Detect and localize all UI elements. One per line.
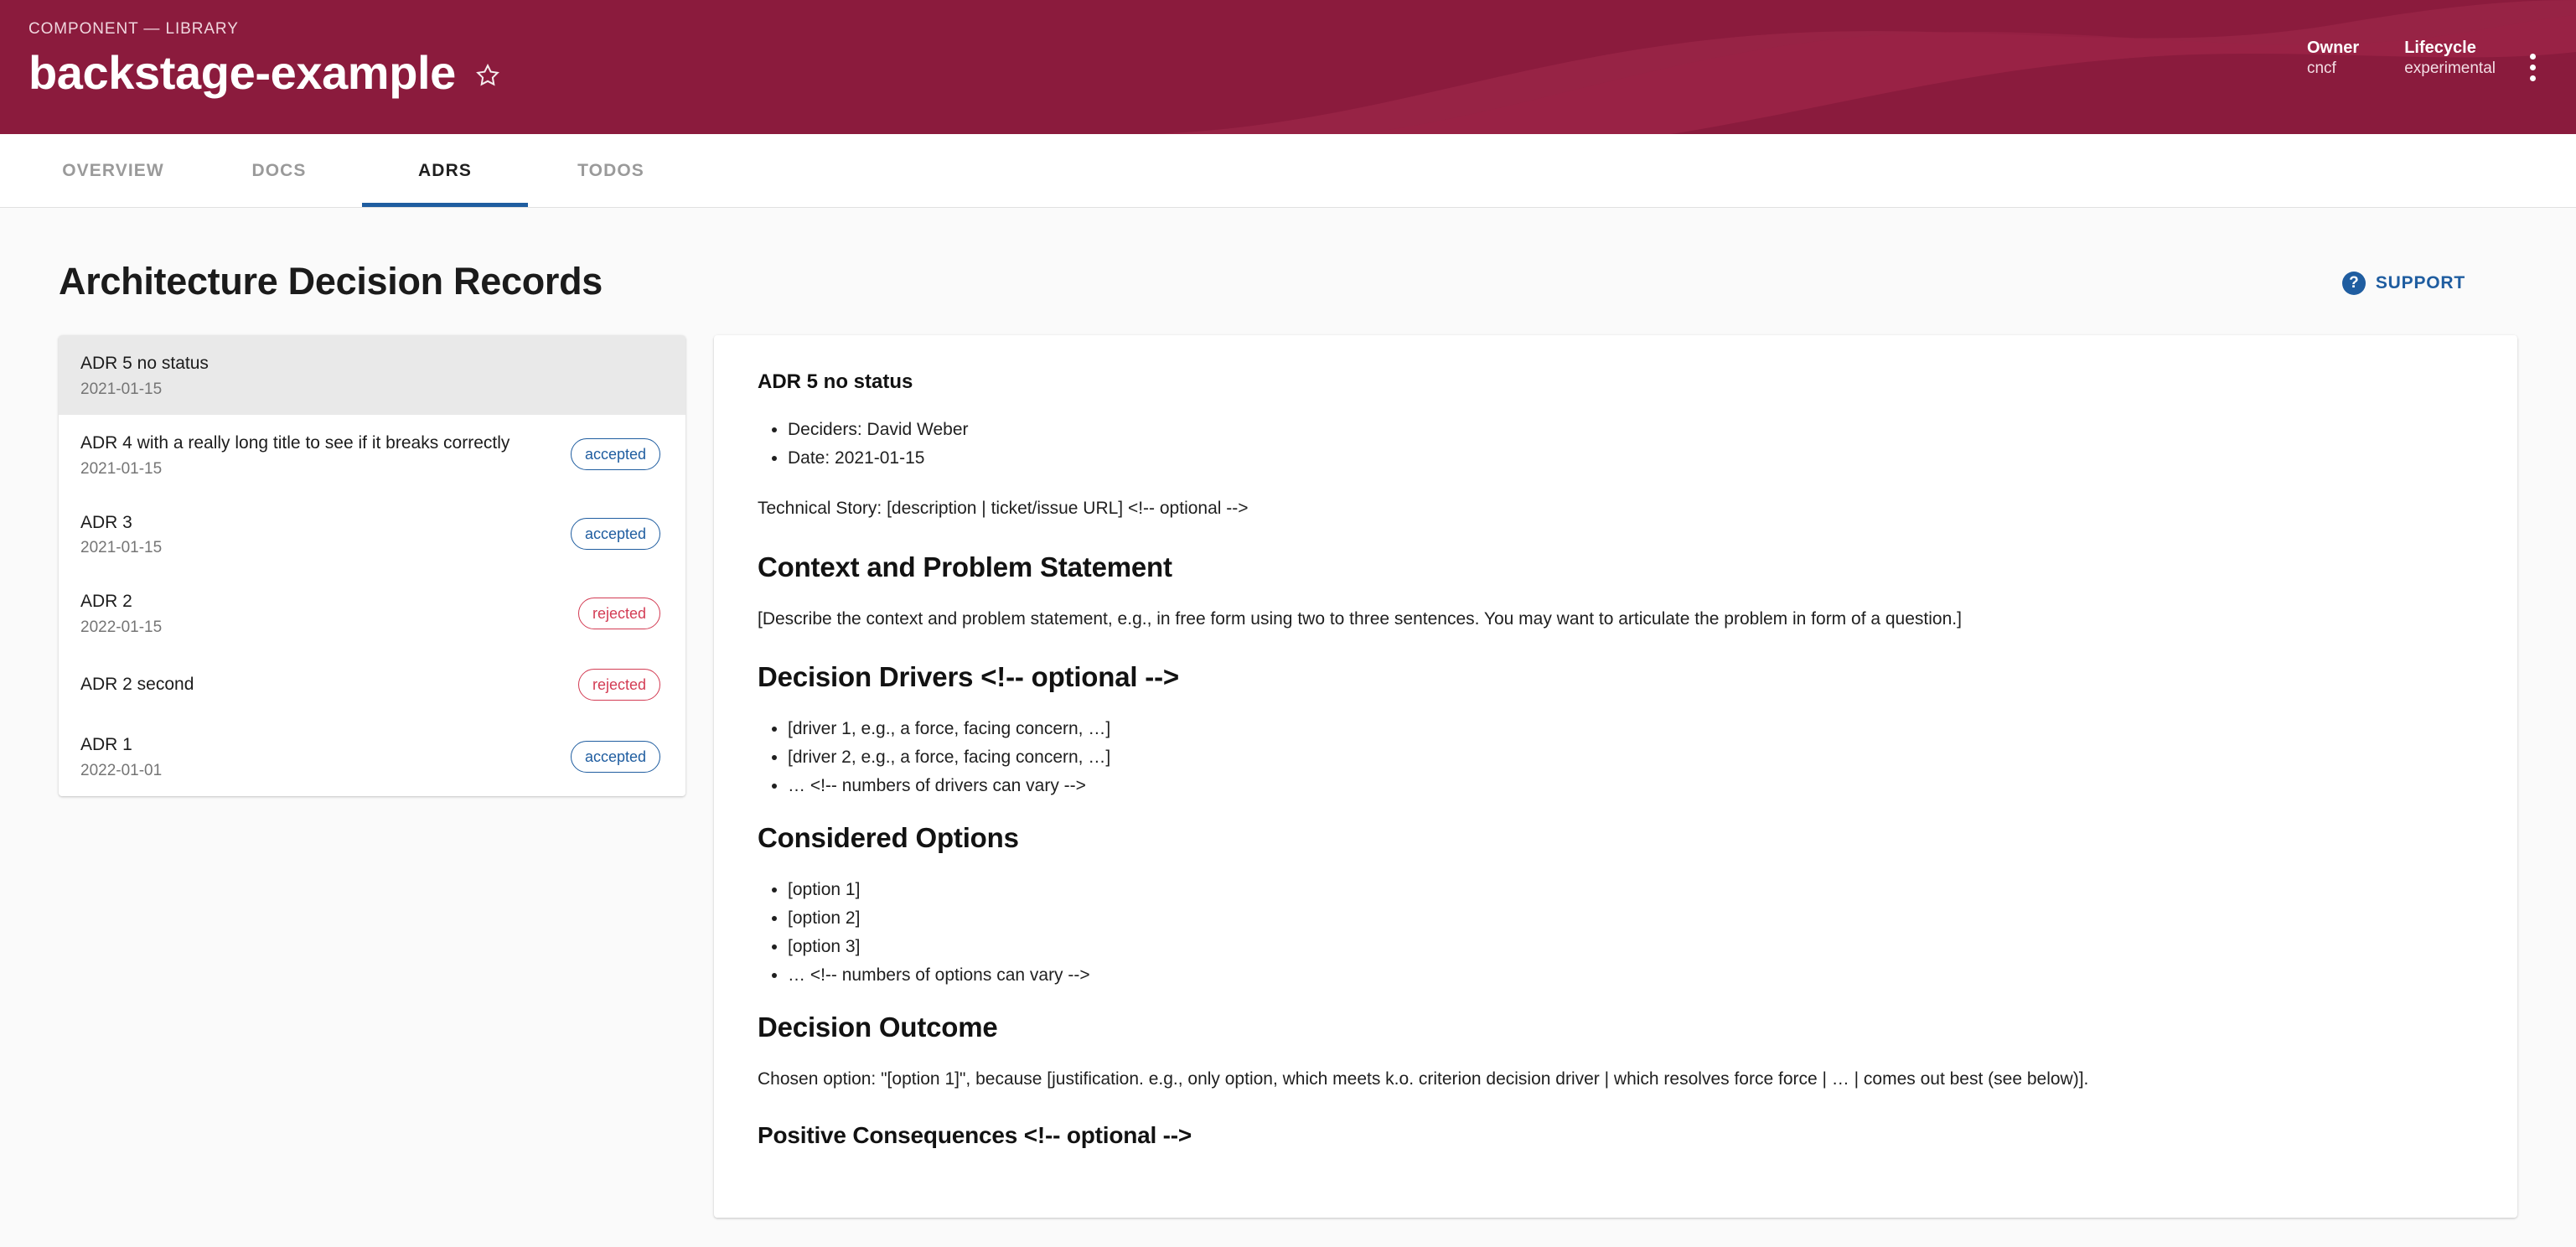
adr-title: ADR 5 no status xyxy=(80,354,209,373)
page-title: backstage-example xyxy=(28,46,456,99)
status-badge: rejected xyxy=(578,598,660,629)
list-item[interactable] xyxy=(59,717,685,796)
section-title: Architecture Decision Records xyxy=(59,260,603,303)
status-badge: rejected xyxy=(578,669,660,701)
adr-title: ADR 4 with a really long title to see if it breaks correctly xyxy=(80,432,510,453)
adr-title: ADR 1 xyxy=(80,735,132,755)
adr-title: ADR 2 second xyxy=(80,675,194,695)
drivers-heading: Decision Drivers <!-- optional --> xyxy=(758,661,1179,693)
list-item: • [option 2] xyxy=(788,904,2474,933)
support-button[interactable] xyxy=(2342,272,2465,295)
adr-date: 2022-01-15 xyxy=(80,618,163,637)
adr-document xyxy=(714,335,2517,1218)
context-heading: Context and Problem Statement xyxy=(758,551,1172,582)
positive-consequences-heading: Positive Consequences <!-- optional --> xyxy=(758,1121,1192,1148)
adr-date: 2021-01-15 xyxy=(80,459,163,478)
adr-date: 2021-01-15 xyxy=(80,539,163,557)
breadcrumb: COMPONENT — LIBRARY xyxy=(28,20,239,38)
entity-header xyxy=(0,0,2576,134)
kebab-menu-icon[interactable] xyxy=(2521,44,2544,91)
adr-date: 2021-01-15 xyxy=(80,380,163,398)
star-outline-icon[interactable] xyxy=(471,59,504,92)
adr-layout xyxy=(59,335,2517,1218)
entity-tabs xyxy=(0,134,2576,208)
help-circle-icon: ? xyxy=(2342,272,2366,295)
status-badge: accepted xyxy=(571,741,660,773)
list-item: • Deciders: David Weber xyxy=(788,416,2474,444)
list-item[interactable] xyxy=(59,494,685,574)
header-field-lifecycle xyxy=(2404,37,2496,80)
lifecycle-value: experimental xyxy=(2404,60,2496,77)
header-field-owner xyxy=(2307,37,2359,80)
adr-list xyxy=(59,335,685,796)
list-item: • … <!-- numbers of drivers can vary --> xyxy=(788,772,2474,800)
tab-adrs[interactable]: ADRS xyxy=(362,134,528,207)
adr-title: ADR 3 xyxy=(80,512,132,532)
tab-todos[interactable]: TODOS xyxy=(577,160,644,180)
context-body: [Describe the context and problem statement, e.g., in free form using two to three sentences. You may want to articulate the problem in form of a question.] xyxy=(758,608,1962,629)
list-item: • [option 3] xyxy=(788,933,2474,961)
tab-overview[interactable]: OVERVIEW xyxy=(62,160,164,180)
support-label: SUPPORT xyxy=(2375,273,2465,292)
lifecycle-label: Lifecycle xyxy=(2404,39,2476,57)
list-item: • [driver 1, e.g., a force, facing concern, …] xyxy=(788,715,2474,743)
header-fields xyxy=(2307,37,2496,80)
main-content xyxy=(0,208,2576,1218)
list-item[interactable] xyxy=(59,415,685,494)
outcome-body: Chosen option: "[option 1]", because [justification. e.g., only option, which meets k.o. criterion decision driver | which resolves force force | … | comes out best (see below)]. xyxy=(758,1069,2089,1089)
drivers-list xyxy=(758,715,2474,800)
adr-date: 2022-01-01 xyxy=(80,762,163,780)
options-list xyxy=(758,876,2474,990)
tab-docs[interactable]: DOCS xyxy=(251,160,307,180)
owner-label: Owner xyxy=(2306,39,2360,57)
owner-value[interactable]: cncf xyxy=(2306,60,2336,77)
technical-story: Technical Story: [description | ticket/issue URL] <!-- optional --> xyxy=(758,499,1249,519)
status-badge: accepted xyxy=(571,438,660,470)
list-item[interactable] xyxy=(59,335,685,415)
outcome-heading: Decision Outcome xyxy=(758,1012,998,1043)
list-item: • … <!-- numbers of options can vary --> xyxy=(788,961,2474,990)
list-item[interactable] xyxy=(59,573,685,653)
list-item: • [driver 2, e.g., a force, facing concern, …] xyxy=(788,743,2474,772)
list-item: • [option 1] xyxy=(788,876,2474,904)
content-header xyxy=(59,260,2517,303)
status-badge: accepted xyxy=(571,518,660,550)
list-item: • Date: 2021-01-15 xyxy=(788,444,2474,473)
document-meta-list xyxy=(758,416,2474,473)
list-item[interactable] xyxy=(59,653,685,717)
adr-title: ADR 2 xyxy=(80,592,132,612)
options-heading: Considered Options xyxy=(758,822,1019,854)
document-heading: ADR 5 no status xyxy=(758,370,913,393)
